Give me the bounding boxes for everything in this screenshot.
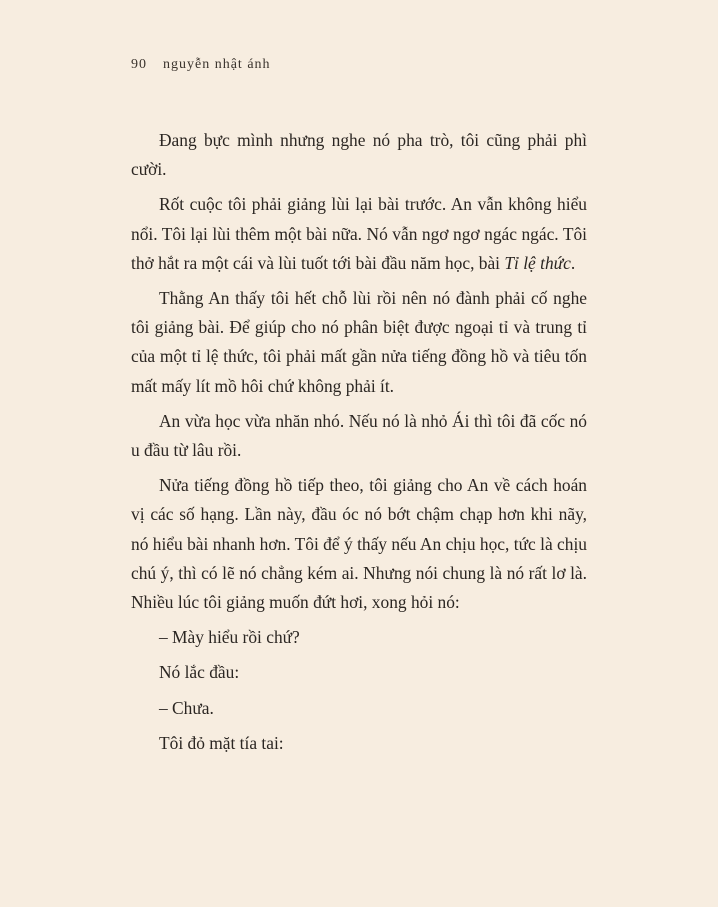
- dialogue-line: – Chưa.: [159, 697, 214, 718]
- paragraph-text: .: [570, 252, 576, 273]
- body-text: [131, 126, 587, 764]
- paragraph: [131, 190, 587, 278]
- paragraph-text: Rốt cuộc tôi phải giảng lùi lại bài trước. An vẫn không hiểu nổi. Tôi lại lùi thêm một bài nữa. Nó vẫn ngơ ngơ ngác ngác. Tôi thở hắt ra một cái và lùi tuốt tới bài đầu năm học, bài: [131, 194, 587, 273]
- paragraph: An vừa học vừa nhăn nhó. Nếu nó là nhỏ Ái thì tôi đã cốc nó u đầu từ lâu rồi.: [131, 410, 587, 461]
- page-number: 90: [131, 57, 147, 72]
- lesson-title: Tỉ lệ thức: [504, 252, 571, 273]
- dialogue-line: – Mày hiểu rồi chứ?: [159, 627, 300, 648]
- paragraph: Tôi đỏ mặt tía tai:: [159, 732, 284, 753]
- paragraph: Thằng An thấy tôi hết chỗ lùi rồi nên nó đành phải cố nghe tôi giảng bài. Để giúp cho nó phân biệt được ngoại tỉ và trung tỉ của một tỉ lệ thức, tôi phải mất gần nửa tiếng đồng hồ và tiêu tốn mất mấy lít mồ hôi chứ không phải ít.: [131, 288, 587, 396]
- author-name: nguyễn nhật ánh: [163, 57, 271, 72]
- paragraph: Nó lắc đầu:: [159, 662, 240, 683]
- running-header: [131, 57, 271, 73]
- paragraph: Đang bực mình nhưng nghe nó pha trò, tôi cũng phải phì cười.: [131, 130, 587, 180]
- paragraph: Nửa tiếng đồng hồ tiếp theo, tôi giảng cho An về cách hoán vị các số hạng. Lần này, đầu óc nó bớt chậm chạp hơn khi nãy, nó hiểu bài nhanh hơn. Tôi để ý thấy nếu An chịu học, tức là chịu chú ý, thì có lẽ nó chẳng kém ai. Nhưng nói chung là nó rất lơ là. Nhiều lúc tôi giảng muốn đứt hơi, xong hỏi nó:: [131, 475, 587, 613]
